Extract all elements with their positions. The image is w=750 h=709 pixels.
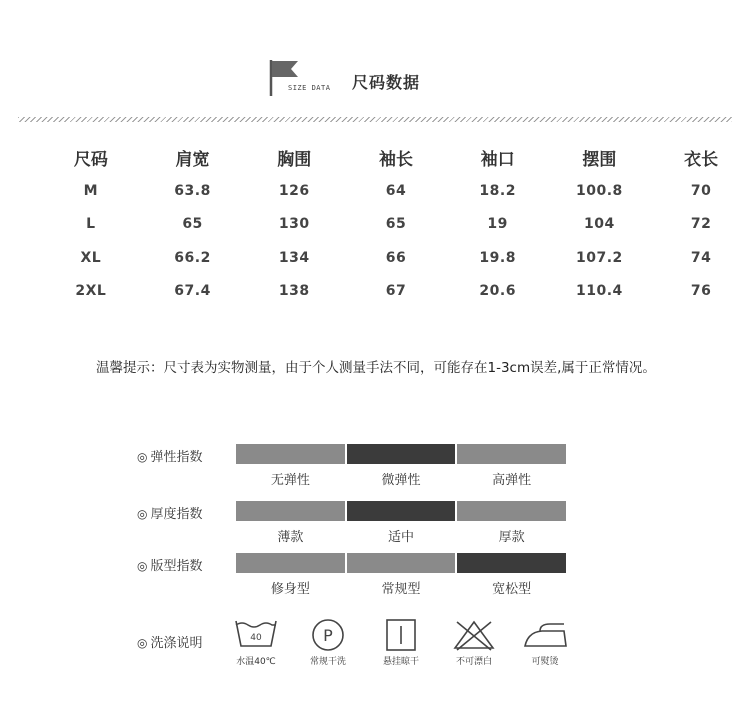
thickness-index-title: 厚度指数 [150, 507, 203, 522]
page-title: 尺码数据 [352, 73, 421, 92]
table-cell: 18.2 [479, 182, 516, 199]
thickness-segment-2 [457, 501, 566, 521]
table-cell: 66 [385, 249, 407, 266]
table-cell: 19.8 [479, 249, 516, 266]
size-table [40, 140, 750, 308]
fit-segment-1 [347, 553, 456, 573]
elasticity-index-title: 弹性指数 [150, 450, 203, 465]
table-cell: 138 [278, 283, 310, 300]
col-header-hem: 摆围 [582, 149, 617, 170]
fit-segment-2 [457, 553, 566, 573]
table-cell: 107.2 [575, 249, 623, 266]
table-cell: 100.8 [575, 182, 623, 199]
care-item-wash [226, 618, 286, 667]
measurement-tip: 温馨提示：尺寸表为实物测量，由于个人测量手法不同，可能存在1-3cm误差,属于正常情况。 [96, 360, 656, 376]
fit-segment-0 [236, 553, 345, 573]
table-cell: 74 [690, 249, 712, 266]
wash-temp-text: 40 [250, 633, 262, 643]
elasticity-options [236, 469, 566, 488]
table-cell: M [83, 182, 99, 199]
wash-40-icon [233, 618, 279, 650]
care-caption: 常规干洗 [309, 657, 346, 667]
iron-icon [520, 618, 570, 652]
table-cell: 72 [690, 216, 712, 233]
table-cell: 67 [385, 283, 407, 300]
thickness-index-label [137, 503, 203, 522]
fit-index-label [137, 555, 203, 574]
dry-clean-p-icon [311, 618, 345, 652]
col-header-size: 尺码 [73, 149, 108, 170]
care-label [137, 632, 203, 651]
col-header-length: 衣长 [684, 149, 719, 170]
care-caption: 可熨烫 [531, 657, 559, 667]
table-cell: 65 [385, 216, 407, 233]
bullet-icon: ◎ [137, 559, 148, 573]
thickness-options [236, 526, 566, 545]
table-cell: 67.4 [174, 283, 211, 300]
table-cell: 130 [278, 216, 310, 233]
hang-dry-shade-icon [385, 618, 417, 652]
thickness-segment-1 [347, 501, 456, 521]
table-header-row [40, 140, 750, 174]
care-item-dry-clean [298, 618, 358, 667]
table-cell: 63.8 [174, 182, 211, 199]
thickness-segment-0 [236, 501, 345, 521]
table-cell: 104 [584, 216, 615, 233]
table-cell: 110.4 [575, 283, 623, 300]
care-item-hang-dry [371, 618, 431, 667]
fit-option-loose: 宽松型 [492, 582, 532, 597]
table-cell: XL [80, 249, 102, 266]
care-caption: 悬挂晾干 [382, 657, 419, 667]
table-cell: 2XL [75, 283, 107, 300]
table-cell: 64 [385, 182, 407, 199]
bullet-icon: ◎ [137, 636, 148, 650]
thickness-option-thin: 薄款 [277, 530, 304, 545]
thickness-option-medium: 适中 [388, 530, 415, 545]
table-cell: 70 [690, 182, 712, 199]
table-row [40, 241, 750, 275]
table-cell: 126 [278, 182, 310, 199]
elasticity-option-slight: 微弹性 [381, 473, 421, 488]
dry-clean-letter: P [323, 626, 333, 645]
table-row [40, 275, 750, 309]
table-cell: 66.2 [174, 249, 211, 266]
fit-option-slim: 修身型 [270, 582, 310, 597]
table-cell: 65 [182, 216, 203, 233]
no-bleach-icon [451, 618, 497, 652]
table-cell: 20.6 [479, 283, 516, 300]
elasticity-option-high: 高弹性 [492, 473, 532, 488]
col-header-sleeve-length: 袖长 [378, 149, 413, 170]
fit-option-regular: 常规型 [381, 582, 421, 597]
table-row [40, 174, 750, 208]
elasticity-index-label [137, 446, 203, 465]
elasticity-segment-1 [347, 444, 456, 464]
hatched-divider [18, 117, 732, 122]
elasticity-segment-2 [457, 444, 566, 464]
care-title: 洗涤说明 [150, 636, 203, 651]
elasticity-index-bar [236, 444, 566, 464]
size-data-flag-icon [268, 58, 338, 98]
fit-index-bar [236, 553, 566, 573]
care-caption: 不可漂白 [455, 657, 492, 667]
fit-options [236, 578, 566, 597]
bullet-icon: ◎ [137, 450, 148, 464]
table-cell: 19 [487, 216, 508, 233]
table-cell: 76 [690, 283, 712, 300]
col-header-chest: 胸围 [277, 149, 312, 170]
care-caption: 水温40℃ [236, 657, 276, 667]
thickness-index-bar [236, 501, 566, 521]
table-cell: 134 [278, 249, 310, 266]
col-header-shoulder: 肩宽 [175, 149, 210, 170]
size-data-badge: SIZE DATA [288, 84, 331, 92]
bullet-icon: ◎ [137, 507, 148, 521]
elasticity-option-none: 无弹性 [270, 473, 310, 488]
col-header-cuff: 袖口 [480, 149, 515, 170]
fit-index-title: 版型指数 [150, 559, 203, 574]
care-item-iron [515, 618, 575, 667]
care-item-no-bleach [444, 618, 504, 667]
table-row [40, 208, 750, 242]
thickness-option-thick: 厚款 [498, 530, 525, 545]
table-cell: L [86, 216, 96, 233]
elasticity-segment-0 [236, 444, 345, 464]
